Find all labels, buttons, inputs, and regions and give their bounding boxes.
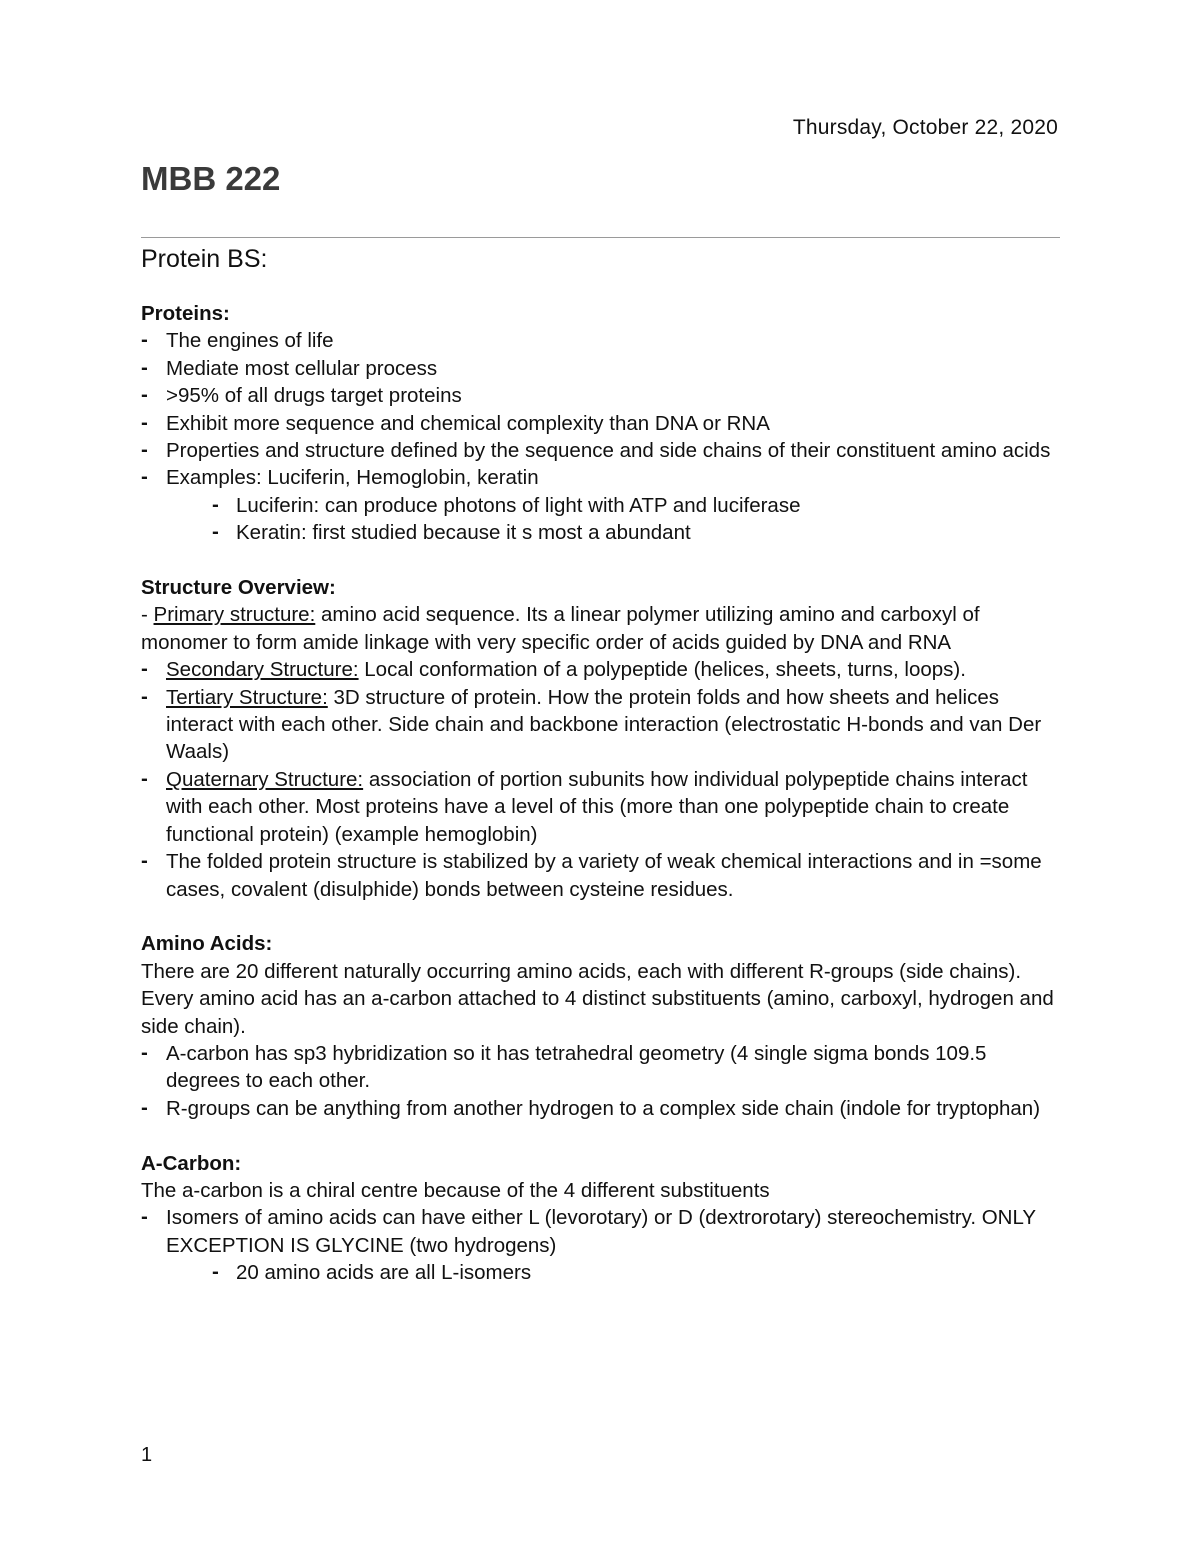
primary-structure-label: Primary structure:	[153, 603, 316, 627]
page-number: 1	[141, 1444, 153, 1466]
sub-list-item: - Keratin: first studied because it s most a abundant	[141, 519, 1066, 546]
title-divider	[141, 237, 1060, 238]
list-item: - Properties and structure defined by the sequence and side chains of their constituent amino acids	[141, 437, 1066, 464]
primary-dash: -	[141, 603, 154, 627]
section-heading-structure: Structure Overview:	[141, 576, 336, 600]
proteins-sublist	[141, 492, 1066, 547]
primary-structure-paragraph	[141, 601, 1066, 656]
amino-acids-intro: There are 20 different naturally occurring amino acids, each with different R-groups (side chains). Every amino acid has an a-carbon attached to 4 distinct substituents (amino, carboxyl, hydrogen and side chain).	[141, 959, 1054, 1038]
proteins-list	[141, 327, 1066, 491]
list-item: - Examples: Luciferin, Hemoglobin, keratin	[141, 464, 1066, 491]
section-structure-overview	[141, 574, 1066, 903]
section-heading-amino-acids: Amino Acids:	[141, 932, 273, 956]
quaternary-structure-label: Quaternary Structure:	[166, 767, 364, 791]
topic-title: Protein BS:	[141, 245, 268, 273]
a-carbon-intro: The a-carbon is a chiral centre because of the 4 different substituents	[141, 1178, 770, 1202]
notes-body	[141, 300, 1066, 1314]
list-item: - Mediate most cellular process	[141, 355, 1066, 382]
amino-acids-list	[141, 1040, 1066, 1122]
secondary-structure-label: Secondary Structure:	[166, 658, 359, 682]
course-title: MBB 222	[141, 160, 281, 197]
list-item: - >95% of all drugs target proteins	[141, 382, 1066, 409]
quaternary-structure-text: association of portion subunits how individual polypeptide chains interact with each other. Most proteins have a level of this (more than one polypeptide chain to create functional protein) (example hemoglobin)	[166, 767, 1028, 846]
section-heading-a-carbon: A-Carbon:	[141, 1151, 242, 1175]
tertiary-structure-label: Tertiary Structure:	[166, 685, 328, 709]
a-carbon-list	[141, 1204, 1066, 1259]
list-item: - Exhibit more sequence and chemical complexity than DNA or RNA	[141, 410, 1066, 437]
list-item	[141, 766, 1066, 848]
sub-list-item: - 20 amino acids are all L-isomers	[141, 1259, 1066, 1286]
list-item	[141, 684, 1066, 766]
a-carbon-sublist	[141, 1259, 1066, 1286]
structure-list	[141, 656, 1066, 903]
list-item: - The folded protein structure is stabilized by a variety of weak chemical interactions and in =some cases, covalent (disulphide) bonds between cysteine residues.	[141, 848, 1066, 903]
document-date: Thursday, October 22, 2020	[792, 116, 1058, 139]
section-a-carbon	[141, 1150, 1066, 1287]
tertiary-structure-text: 3D structure of protein. How the protein folds and how sheets and helices interact with each other. Side chain and backbone interaction (electrostatic H-bonds and van Der Waals)	[166, 685, 1042, 764]
secondary-structure-text: Local conformation of a polypeptide (helices, sheets, turns, loops).	[358, 658, 966, 682]
section-amino-acids	[141, 930, 1066, 1122]
section-heading-proteins: Proteins:	[141, 302, 230, 325]
list-item: - Isomers of amino acids can have either L (levorotary) or D (dextrorotary) stereochemistry. ONLY EXCEPTION IS GLYCINE (two hydrogens)	[141, 1204, 1066, 1259]
list-item	[141, 656, 1066, 683]
list-item: - The engines of life	[141, 327, 1066, 354]
sub-list-item: - Luciferin: can produce photons of light with ATP and luciferase	[141, 492, 1066, 519]
primary-structure-text: amino acid sequence. Its a linear polymer utilizing amino and carboxyl of monomer to form amide linkage with very specific order of acids guided by DNA and RNA	[141, 603, 980, 654]
list-item: - R-groups can be anything from another hydrogen to a complex side chain (indole for tryptophan)	[141, 1095, 1066, 1122]
list-item: - A-carbon has sp3 hybridization so it has tetrahedral geometry (4 single sigma bonds 109.5 degrees to each other.	[141, 1040, 1066, 1095]
section-proteins	[141, 300, 1066, 547]
